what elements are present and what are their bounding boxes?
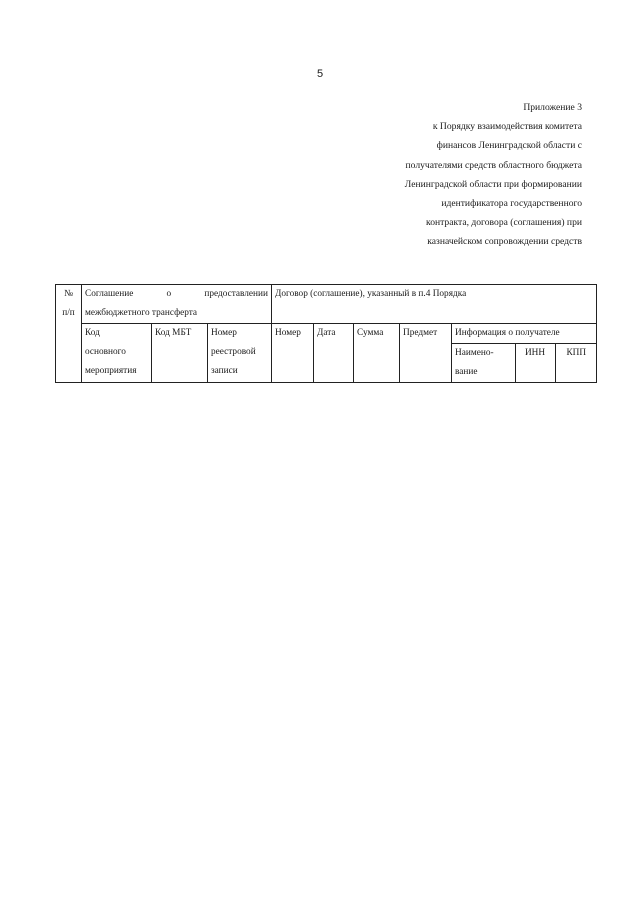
code-mbt-header: Код МБТ (152, 324, 208, 383)
recipient-name-header (452, 344, 515, 383)
table-row (452, 324, 597, 344)
agreement-word: предоставлении (204, 289, 268, 299)
identifier-table (55, 284, 597, 383)
recipient-info-table (452, 324, 597, 382)
recipient-name-line: вание (455, 367, 478, 377)
registry-line: записи (211, 366, 238, 376)
agreement-word: о (166, 289, 172, 299)
recipient-name-line: Наимено- (455, 348, 494, 358)
col-number-line: № (64, 289, 73, 299)
agreement-line2: межбюджетного трансферта (85, 308, 198, 318)
number-header: Номер (272, 324, 314, 383)
registry-line: Номер (211, 328, 237, 338)
page-number: 5 (316, 68, 324, 80)
appendix-line: финансов Ленинградской области с (436, 140, 582, 152)
appendix-line: казначейском сопровождении средств (427, 236, 582, 248)
subject-header: Предмет (400, 324, 452, 383)
agreement-header (82, 285, 272, 324)
recipient-info-cell (452, 324, 597, 383)
appendix-heading (322, 98, 582, 252)
table-row (56, 324, 597, 383)
appendix-line: Приложение 3 (523, 102, 582, 113)
recipient-info-header: Информация о получателе (452, 324, 597, 344)
appendix-line: идентификатора государственного (441, 198, 582, 210)
appendix-line: получателями средств областного бюджета (405, 159, 582, 171)
kpp-header: КПП (566, 348, 587, 358)
appendix-line: контракта, договора (соглашения) при (426, 217, 582, 229)
code-main-line: основного (85, 347, 126, 357)
sum-header: Сумма (354, 324, 400, 383)
code-main-line: Код (85, 328, 100, 338)
code-main-line: мероприятия (85, 366, 137, 376)
appendix-line: к Порядку взаимодействия комитета (432, 121, 582, 133)
contract-header: Договор (соглашение), указанный в п.4 Порядка (272, 285, 597, 324)
agreement-word: Соглашение (85, 289, 134, 299)
registry-line: реестровой (211, 347, 256, 357)
table-row (56, 285, 597, 324)
col-number-header (56, 285, 82, 383)
registry-number-header (208, 324, 272, 383)
code-main-header (82, 324, 152, 383)
inn-header: ИНН (515, 344, 555, 383)
col-number-line: п/п (62, 308, 75, 318)
date-header: Дата (314, 324, 354, 383)
table-row (452, 344, 597, 383)
appendix-line: Ленинградской области при формировании (404, 178, 582, 190)
